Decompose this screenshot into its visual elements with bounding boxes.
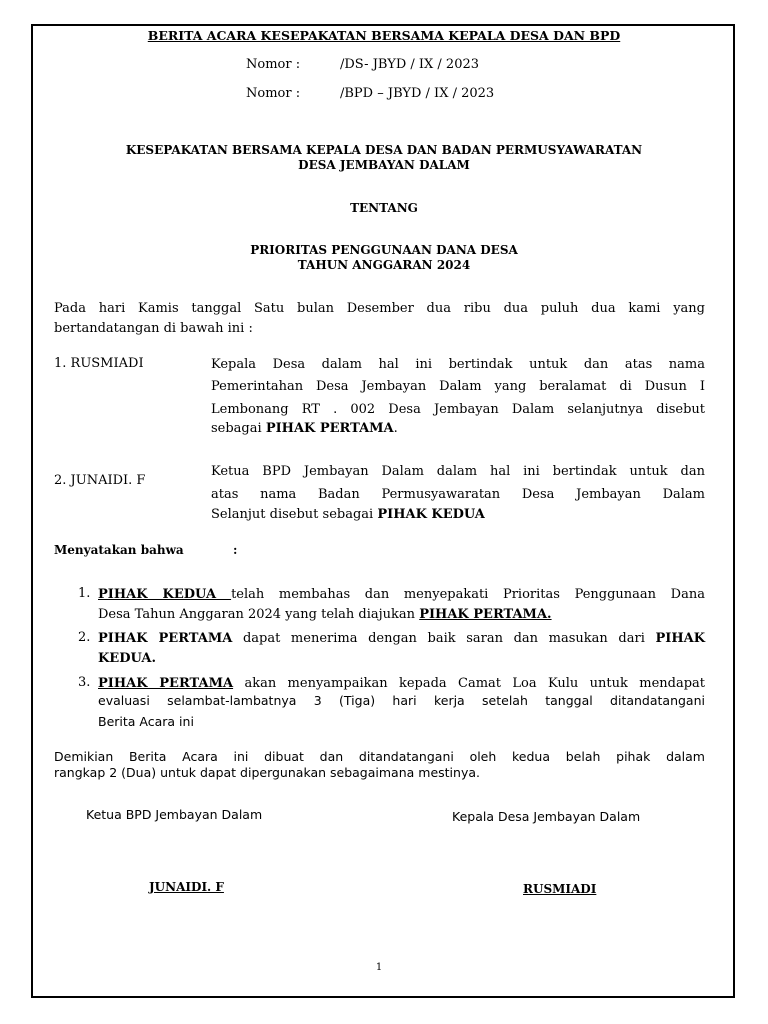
statement-label: Menyatakan bahwa: [54, 543, 184, 557]
point-3-line-3: Berita Acara ini: [98, 714, 194, 729]
point-1-line-1: [98, 583, 705, 606]
heading-subject-2: TAHUN ANGGARAN 2024: [297, 258, 471, 272]
point-3-number: 3.: [78, 675, 91, 690]
heading-line-1: KESEPAKATAN BERSAMA KEPALA DESA DAN BADAN PERMUSYAWARATAN: [125, 143, 643, 157]
point-1-pihak-pertama: PIHAK PERTAMA.: [419, 607, 552, 622]
party-1-line-4-suffix: .: [393, 421, 398, 436]
signature-left-title: Ketua BPD Jembayan Dalam: [86, 807, 263, 822]
point-2-kedua: KEDUA.: [98, 651, 157, 666]
party-1-role: PIHAK PERTAMA: [265, 421, 394, 436]
nomor-label-1: Nomor :: [246, 57, 301, 72]
point-1-text-1: telah membahas dan menyepakati Prioritas Penggunaan Dana: [231, 587, 705, 602]
closing-line-1: Demikian Berita Acara ini dibuat dan ditandatangani oleh kedua belah pihak dalam: [54, 749, 705, 764]
point-1-text-2: Desa Tahun Anggaran 2024 yang telah diajukan: [98, 607, 420, 622]
point-2-pihak: PIHAK: [655, 631, 705, 646]
heading-subject-1: PRIORITAS PENGGUNAAN DANA DESA: [250, 243, 518, 257]
page-number: 1: [375, 962, 383, 973]
intro-line-1: Pada hari Kamis tanggal Satu bulan Desember dua ribu dua puluh dua kami yang: [54, 301, 705, 316]
point-2-text-1: dapat menerima dengan baik saran dan masukan dari: [232, 631, 656, 646]
point-1-pihak-kedua: PIHAK KEDUA: [98, 587, 232, 602]
party-1-line-4-prefix: sebagai: [211, 421, 266, 436]
nomor-value-2: /BPD – JBYD / IX / 2023: [340, 86, 495, 101]
party-2-label: 2. JUNAIDI. F: [54, 473, 146, 488]
party-2-line-2: atas nama Badan Permusyawaratan Desa Jembayan Dalam: [211, 487, 705, 502]
party-2-line-1: Ketua BPD Jembayan Dalam dalam hal ini bertindak untuk dan: [211, 464, 705, 479]
heading-tentang: TENTANG: [350, 201, 418, 215]
party-2-line-3: [211, 507, 485, 522]
point-3-pihak-pertama: PIHAK PERTAMA: [98, 676, 234, 691]
point-2-number: 2.: [78, 630, 91, 645]
party-1-line-4: [211, 421, 398, 436]
point-3-text-1: akan menyampaikan kepada Camat Loa Kulu untuk mendapat: [233, 676, 706, 691]
signature-left-name: JUNAIDI. F: [149, 880, 224, 894]
party-1-line-2: Pemerintahan Desa Jembayan Dalam yang beralamat di Dusun I: [211, 379, 705, 394]
intro-line-2: bertandatangan di bawah ini :: [54, 321, 253, 336]
party-1-label: 1. RUSMIADI: [54, 356, 144, 371]
nomor-label-2: Nomor :: [246, 86, 301, 101]
heading-line-2: DESA JEMBAYAN DALAM: [298, 158, 470, 172]
party-2-line-3-prefix: Selanjut disebut sebagai: [211, 507, 378, 522]
party-2-role: PIHAK KEDUA: [377, 507, 485, 522]
party-1-line-3: Lembonang RT . 002 Desa Jembayan Dalam selanjutnya disebut: [211, 402, 705, 417]
signature-right-title: Kepala Desa Jembayan Dalam: [452, 809, 641, 824]
point-2-pihak-pertama: PIHAK PERTAMA: [98, 631, 233, 646]
nomor-value-1: /DS- JBYD / IX / 2023: [340, 57, 480, 72]
closing-line-2: rangkap 2 (Dua) untuk dapat dipergunakan sebagaimana mestinya.: [54, 765, 480, 780]
document-title: BERITA ACARA KESEPAKATAN BERSAMA KEPALA DESA DAN BPD: [147, 28, 621, 43]
point-2-line-1: [98, 627, 705, 650]
party-1-line-1: Kepala Desa dalam hal ini bertindak untuk dan atas nama: [211, 357, 705, 372]
signature-right-name: RUSMIADI: [523, 882, 597, 896]
point-1-number: 1.: [78, 586, 91, 601]
point-1-line-2: [98, 607, 552, 622]
statement-colon: :: [233, 543, 238, 557]
point-3-line-2: evaluasi selambat-lambatnya 3 (Tiga) hari kerja setelah tanggal ditandatangani: [98, 693, 705, 708]
